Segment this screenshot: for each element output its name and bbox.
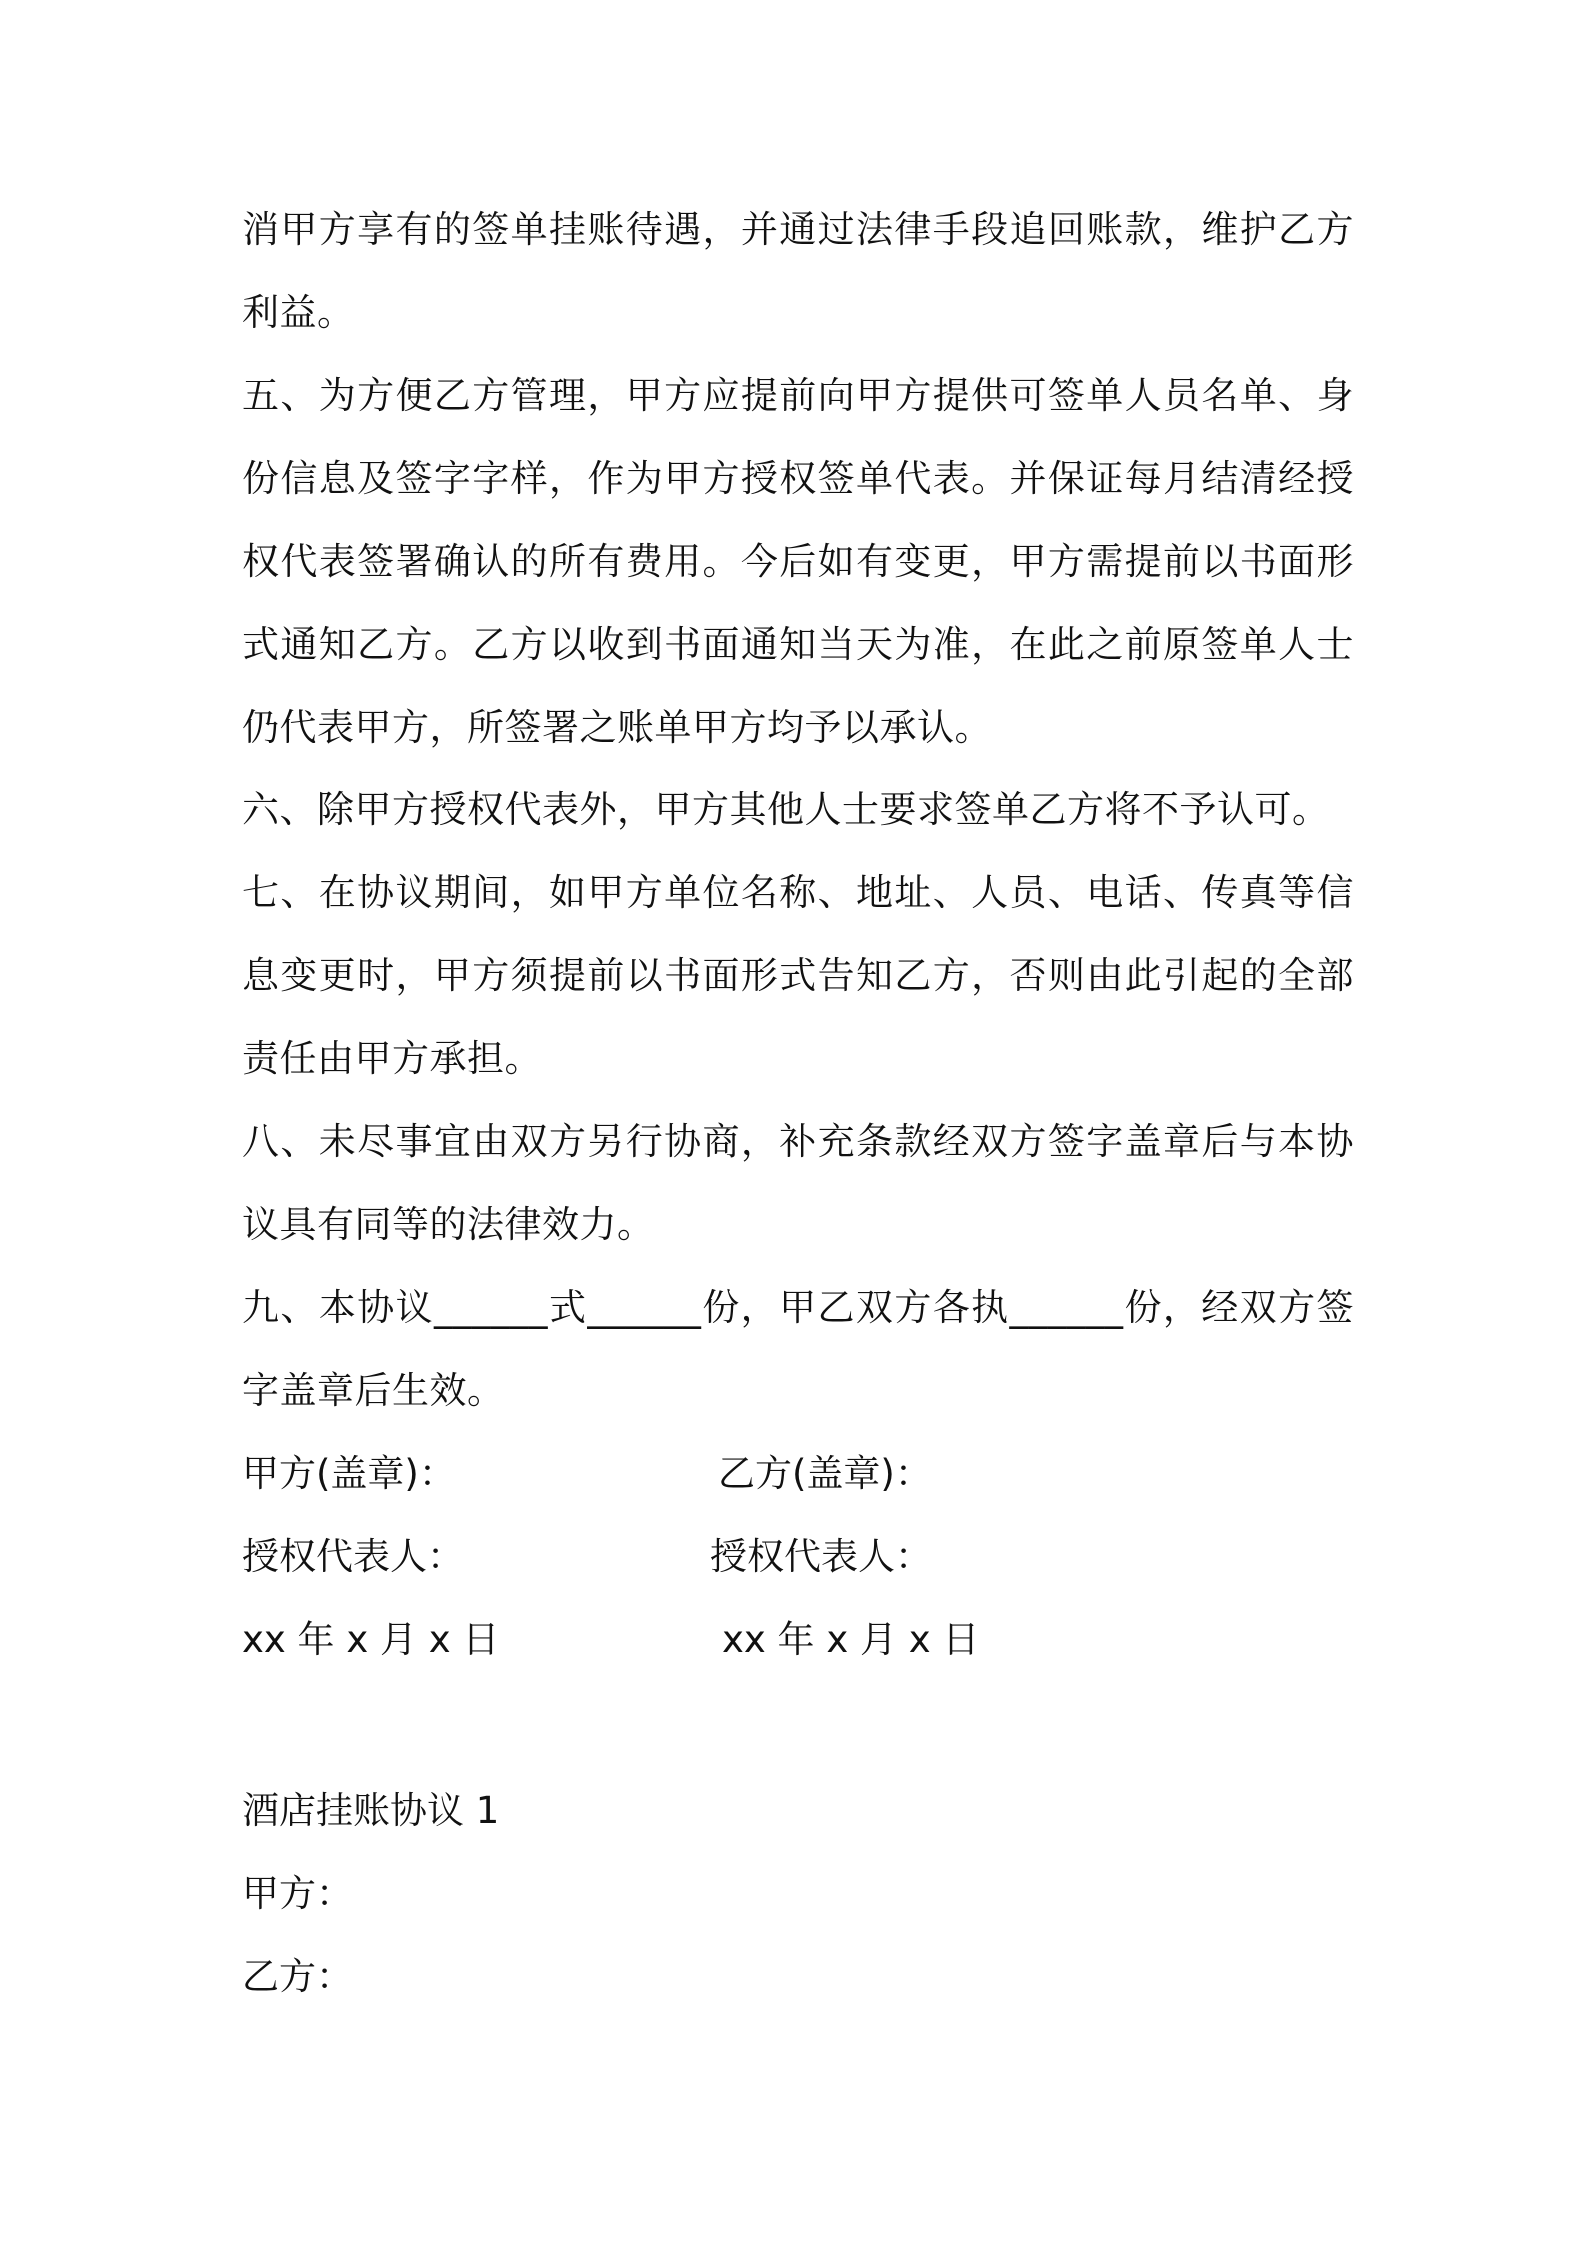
next-document-party-b: 乙方： — [242, 1955, 353, 1998]
clause-7: 七、在协议期间，如甲方单位名称、地址、人员、电话、传真等信息变更时，甲方须提前以书面形式告知乙方，否则由此引起的全部责任由甲方承担。 — [242, 871, 1354, 1080]
next-document-title: 酒店挂账协议 1 — [242, 1789, 500, 1832]
party-a-rep-label: 授权代表人： — [242, 1535, 464, 1578]
clause-6: 六、除甲方授权代表外，甲方其他人士要求签单乙方将不予认可。 — [242, 788, 1330, 831]
clause-9: 九、本协议______式______份，甲乙双方各执______份，经双方签字盖章后生效。 — [242, 1286, 1354, 1412]
party-b-rep-label: 授权代表人： — [710, 1535, 932, 1578]
party-b-seal-label: 乙方(盖章)： — [718, 1452, 932, 1495]
clause-5: 五、为方便乙方管理，甲方应提前向甲方提供可签单人员名单、身份信息及签字字样，作为甲方授权签单代表。并保证每月结清经授权代表签署确认的所有费用。今后如有变更，甲方需提前以书面形式通知乙方。乙方以收到书面通知当天为准，在此之前原签单人士仍代表甲方，所签署之账单甲方均予以承认。 — [242, 374, 1354, 749]
continuation-paragraph: 消甲方享有的签单挂账待遇，并通过法律手段追回账款，维护乙方利益。 — [242, 208, 1354, 334]
next-document-party-a: 甲方： — [242, 1872, 353, 1915]
party-a-seal-label: 甲方(盖章)： — [242, 1452, 456, 1495]
party-a-date: xx 年 x 月 x 日 — [242, 1618, 500, 1661]
clause-8: 八、未尽事宜由双方另行协商，补充条款经双方签字盖章后与本协议具有同等的法律效力。 — [242, 1120, 1354, 1246]
party-b-date: xx 年 x 月 x 日 — [722, 1618, 980, 1661]
